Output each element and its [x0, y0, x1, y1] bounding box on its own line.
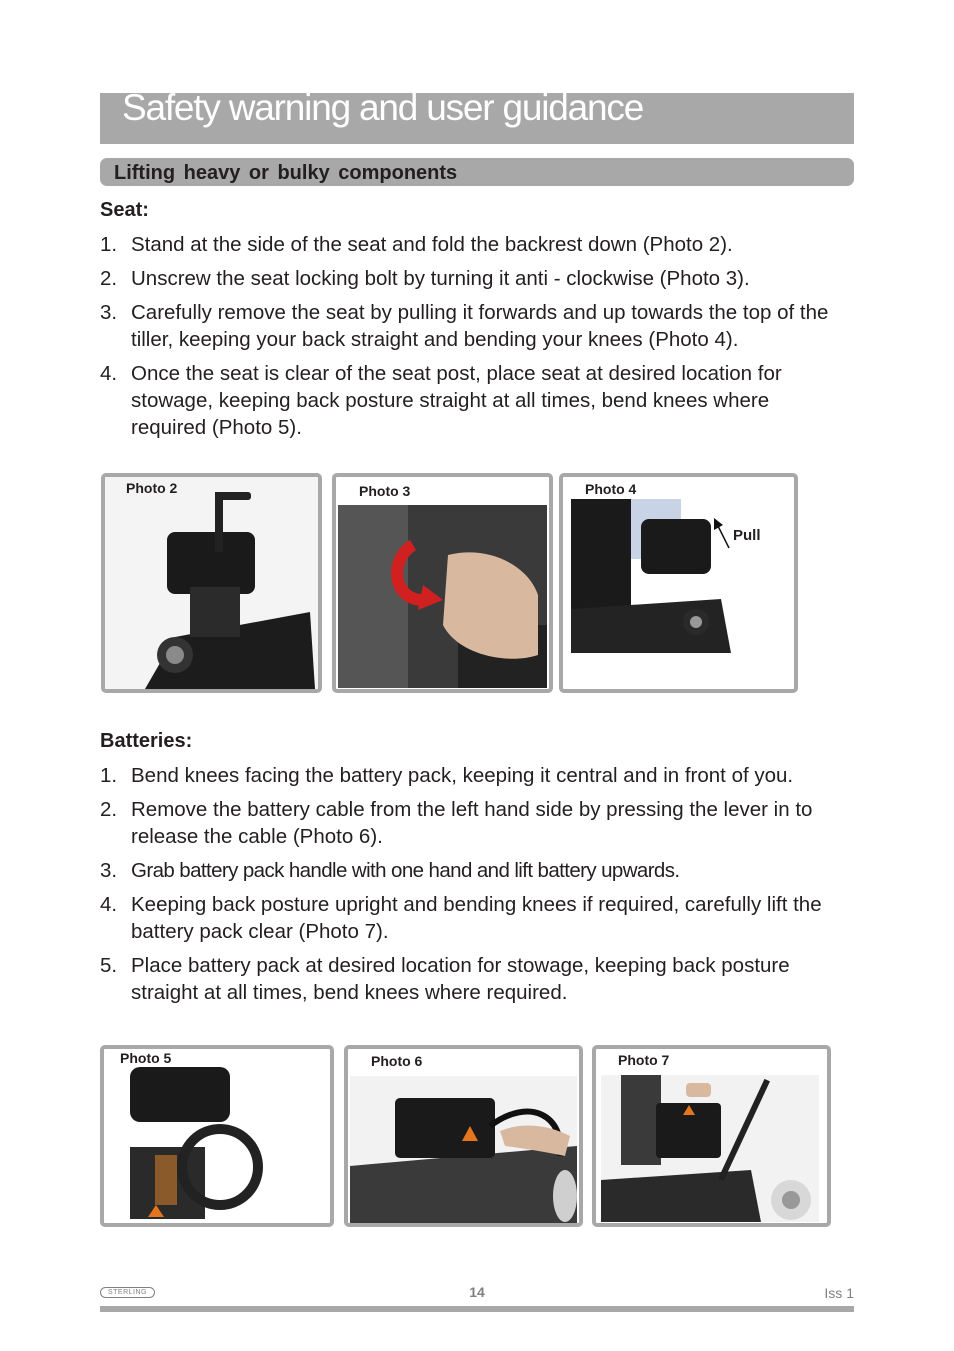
list-item: 2. Remove the battery cable from the left hand side by pressing the lever in to release the cable (Photo 6). — [100, 798, 813, 848]
photo-5-frame — [100, 1045, 334, 1227]
photo-6-label: Photo 6 — [371, 1053, 423, 1069]
list-item: 4. Keeping back posture upright and bending knees if required, carefully lift the battery pack clear (Photo 7). — [100, 893, 822, 943]
page-title: Safety warning and user guidance — [122, 87, 644, 128]
seat-heading: Seat: — [100, 199, 149, 221]
photo-4-image — [571, 499, 797, 653]
section-title: Lifting heavy or bulky components — [114, 162, 458, 184]
brand-logo: STERLING — [100, 1287, 155, 1298]
list-item: 3. Grab battery pack handle with one hand and lift battery upwards. — [100, 859, 680, 882]
photo-2-label: Photo 2 — [126, 480, 178, 496]
list-item: 1. Bend knees facing the battery pack, keeping it central and in front of you. — [100, 764, 794, 787]
photo-7-frame — [592, 1045, 831, 1227]
page-number: 14 — [469, 1284, 485, 1300]
photo-4-frame — [559, 473, 798, 693]
photo-3-label: Photo 3 — [359, 483, 411, 499]
list-item: 3. Carefully remove the seat by pulling it forwards and up towards the top of the tiller, keeping your back straight and bending your knees (Photo 4). — [100, 301, 829, 351]
list-item: 4. Once the seat is clear of the seat post, place seat at desired location for stowage, keeping back posture straight at all times, bend knees where required (Photo 5). — [100, 362, 782, 439]
photo-7-image — [601, 1075, 819, 1222]
photo-2-image — [105, 477, 318, 689]
pull-arrow-icon — [711, 518, 733, 550]
batteries-heading: Batteries: — [100, 730, 193, 752]
photo-3-frame — [332, 473, 553, 693]
photo-6-image — [350, 1076, 577, 1224]
footer-rule — [100, 1306, 854, 1312]
section-header — [100, 158, 854, 186]
battery-steps — [100, 762, 850, 1013]
photo-4-label: Photo 4 — [585, 481, 637, 497]
photo-6-frame — [344, 1045, 583, 1227]
seat-steps — [100, 231, 850, 448]
photo-3-image — [338, 505, 547, 688]
issue-number: Iss 1 — [824, 1285, 854, 1301]
list-item: 1. Stand at the side of the seat and fold the backrest down (Photo 2). — [100, 233, 733, 256]
photo-5-image — [130, 1067, 287, 1219]
photo-2-frame — [101, 473, 322, 693]
list-item: 5. Place battery pack at desired location for stowage, keeping back posture straight at all times, bend knees where required. — [100, 954, 790, 1004]
title-bar — [100, 87, 854, 144]
photo-5-label: Photo 5 — [120, 1050, 172, 1066]
photo-7-label: Photo 7 — [618, 1052, 670, 1068]
pull-label: Pull — [733, 527, 761, 544]
list-item: 2. Unscrew the seat locking bolt by turning it anti - clockwise (Photo 3). — [100, 267, 750, 290]
